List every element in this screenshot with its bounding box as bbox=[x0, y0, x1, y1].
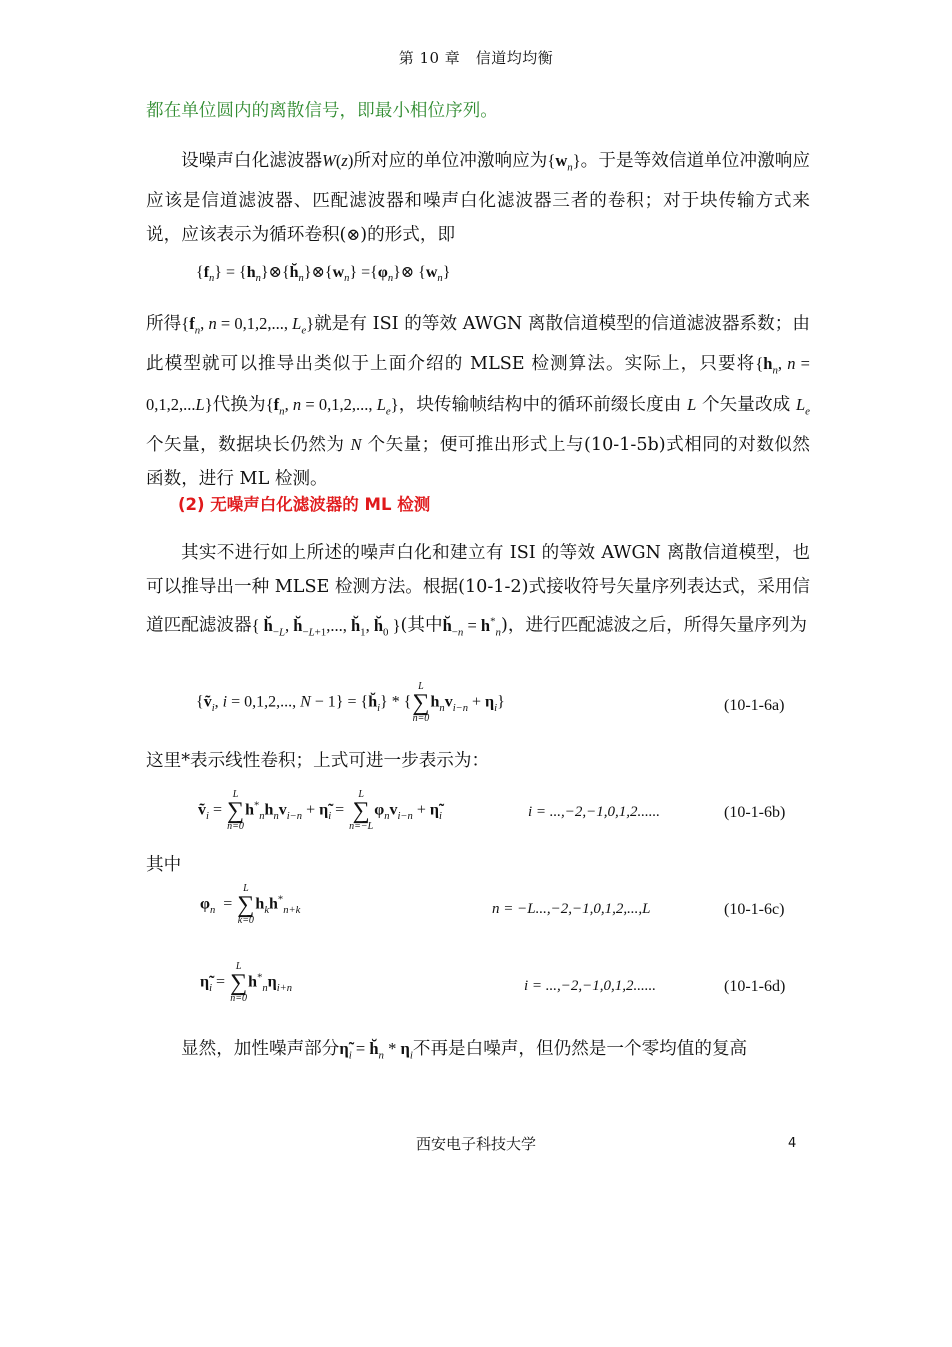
equation-10-1-6c: $\varphi_n$ = L ∑ k=0 $h_kh^*_{n+k}$ bbox=[200, 883, 301, 926]
range-i-6d: i = ...,−2,−1,0,1,2...... bbox=[524, 978, 657, 994]
section-heading: (2) 无噪声白化滤波器的 ML 检测 bbox=[178, 495, 431, 514]
math-fn-set-2: {$f_n$, n = 0,1,2,..., $L_e$} bbox=[265, 394, 399, 417]
page-number: 4 bbox=[788, 1136, 797, 1151]
math-wn: $\{w_n\}$ bbox=[547, 151, 581, 174]
paragraph-where: 其中 bbox=[146, 855, 182, 875]
equation-number-6c: (10-1-6c) bbox=[724, 901, 785, 918]
paragraph-whitening-filter: 设噪声白化滤波器W(z)所对应的单位冲激响应为$\{w_n\}$。于是等效信道单位冲激响应应该是信道滤波器、匹配滤波器和噪声白化滤波器三者的卷积；对于块传输方式来说，应该表示为循环卷积(⊗)的形式，即 bbox=[146, 151, 810, 246]
running-header: 第 10 章 信道均均衡 bbox=[398, 49, 554, 67]
paragraph-isi-model: 所得{$f_n$, n = 0,1,2,..., $L_e$}就是有 ISI 的等效 AWGN 离散信道模型的信道滤波器系数；由此模型就可以推导出类似于上面介绍的 MLSE 检测算法。实际上，只要将{$h_n$, n = 0,1,2,...L}代换为{$f_n$, n = 0,1,2,..., $L_e$}，块传输帧结构中的循环前缀长度由 L 个矢量改成 $L_e$ 个矢量，数据块长仍然为 N 个矢量；便可推出形式上与(10-1-5b)式相同的对数似然函数，进行 ML 检测。 bbox=[146, 314, 811, 489]
equation-10-1-6a: {ṽ$_i$, i = 0,1,2,..., $N - 1\} = \{h̆_i\}$ * { L ∑ n=0 $h_nv_{i-n} + \eta_i$} bbox=[196, 681, 505, 724]
equation-10-1-6d: $\etã_i$ = L ∑ n=0 $h^*_n\eta_{i+n}$ bbox=[200, 961, 293, 1004]
math-h-conj: $h̆_{-n} = h^*_n$ bbox=[442, 615, 501, 638]
paragraph-linear-convolution: 这里*表示线性卷积；上式可进一步表示为： bbox=[146, 751, 490, 771]
equation-number-6b: (10-1-6b) bbox=[724, 804, 786, 821]
math-noise: $\etã_i$ = $h̆_n * \eta_i$ bbox=[339, 1039, 413, 1062]
math-Wz: W bbox=[322, 151, 336, 170]
math-matched-filter-set: { $h̆_{-L}$, $h̆_{-L+1}$,..., $h̆_1$, $h̆_0$ } bbox=[251, 615, 401, 638]
math-fn-set: {$f_n$, n = 0,1,2,..., $L_e$} bbox=[181, 314, 315, 337]
range-n-6c: n = −L...,−2,−1,0,1,2,...,L bbox=[492, 901, 651, 917]
paragraph-mlse-without-whitening: 其实不进行如上所述的噪声白化和建立有 ISI 的等效 AWGN 离散信道模型，也可以推导出一种 MLSE 检测方法。根据(10-1-2)式接收符号矢量序列表达式，采用信道匹配滤波器{ $h̆_{-L}$, $h̆_{-L+1}$,..., $h̆_1$, $h̆_0$ }(其中$h̆_{-n} = h^*_n$)，进行匹配滤波之后，所得矢量序列为 bbox=[146, 543, 810, 638]
range-i-6b: i = ...,−2,−1,0,1,2...... bbox=[528, 804, 661, 820]
equation-number-6d: (10-1-6d) bbox=[724, 978, 786, 995]
paragraph-colored-noise: 显然，加性噪声部分$\etã_i$ = $h̆_n * \eta_i$不再是白噪声，但仍然是一个零均值的复高 bbox=[181, 1039, 748, 1062]
math-otimes: ⊗ bbox=[346, 225, 361, 245]
equation-fn: $\{f_n\}$ = $\{h_n\}\otimes\{h̆_n\}\otimes\{w_n\}$ $=\{\varphi_n\}\otimes$ $\{w_n\}$ bbox=[196, 264, 451, 285]
paragraph-continuation: 都在单位圆内的离散信号，即最小相位序列。 bbox=[146, 101, 498, 121]
footer-university: 西安电子科技大学 bbox=[415, 1135, 536, 1153]
equation-number-6a: (10-1-6a) bbox=[724, 697, 785, 714]
math-hn-set: {$h_n$, n = 0,1,2,...L} bbox=[146, 354, 810, 414]
equation-10-1-6b: ṽ$_i$ = L ∑ n=0 $h^*_nh_nv_{i-n}$ + $\etã_i$ = L ∑ n=−L $\varphi_nv_{i-n}$ + $\etã_i$ bbox=[198, 789, 442, 832]
